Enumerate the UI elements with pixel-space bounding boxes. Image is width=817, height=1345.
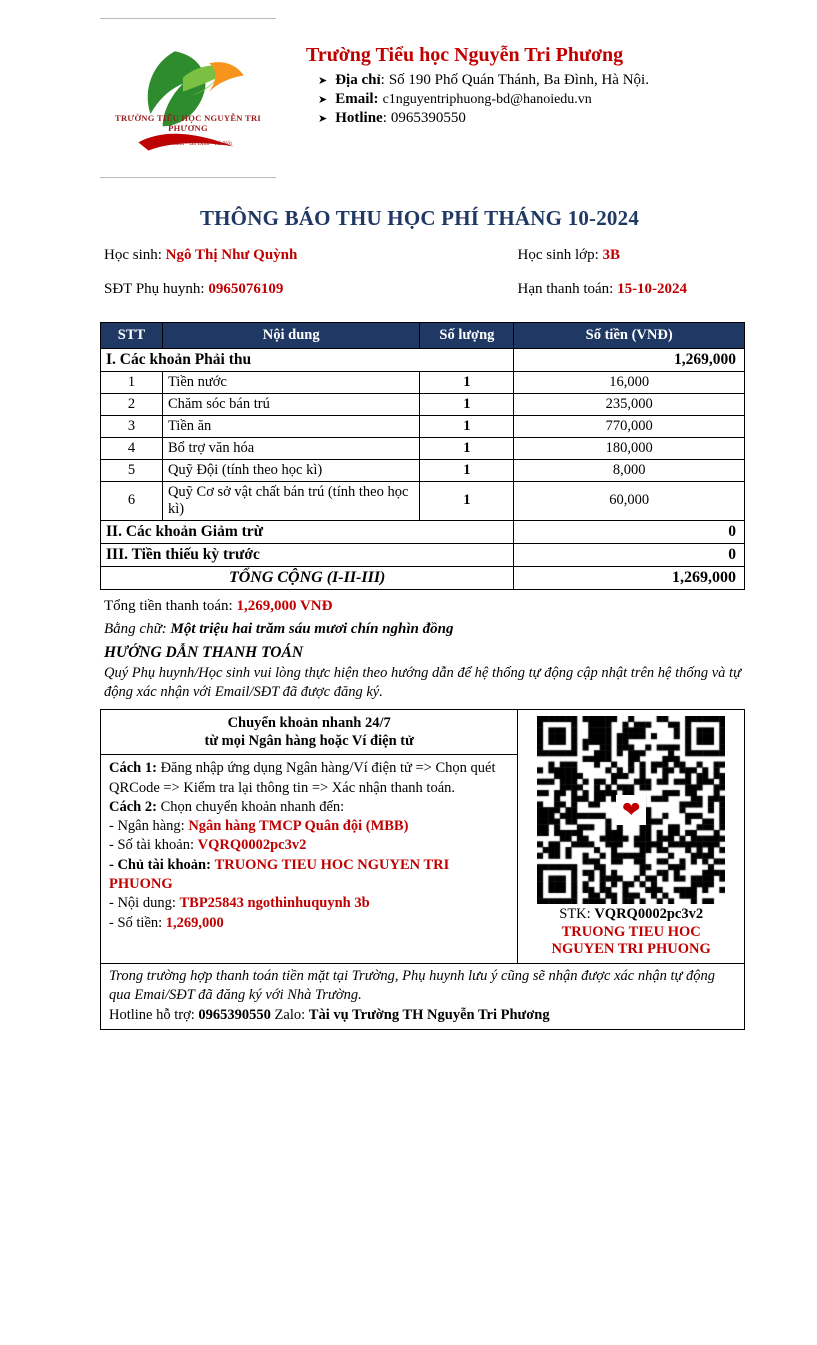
qr-caption: [522, 906, 740, 959]
row-qty: 1: [420, 459, 514, 481]
student-name-value: Ngô Thị Như Quỳnh: [165, 247, 298, 263]
row-qty: 1: [420, 371, 514, 393]
student-name-label: Học sinh:: [104, 247, 162, 263]
payment-bank-value: Ngân hàng TMCP Quân đội (MBB): [188, 818, 409, 835]
heart-icon: ❤: [616, 795, 646, 825]
row-name: Bổ trợ văn hóa: [162, 437, 420, 459]
parent-phone-value: 0965076109: [208, 281, 284, 298]
payment-content-value: TBP25843 ngothinhuquynh 3b: [179, 895, 370, 912]
section-receivable-label: I. Các khoản Phải thu: [101, 348, 514, 371]
row-amount: 180,000: [514, 437, 745, 459]
qr-stk-label: STK:: [559, 906, 591, 923]
payment-box: [100, 709, 745, 1030]
section-deduction-amount: 0: [514, 520, 745, 543]
contact-email-value[interactable]: c1nguyentriphuong-bd@hanoiedu.vn: [382, 92, 592, 107]
contact-address-label: Địa chỉ: [335, 72, 381, 88]
payment-way1-label: Cách 1:: [109, 760, 157, 777]
grand-total-label: TỔNG CỘNG (I-II-III): [101, 566, 514, 589]
payment-content: [109, 894, 511, 913]
th-quantity: Số lượng: [420, 322, 514, 348]
table-row-grand-total: [101, 566, 745, 589]
table-row: [101, 459, 745, 481]
due-date-value: 15-10-2024: [617, 281, 688, 298]
row-stt: 3: [101, 415, 163, 437]
payment-way1-text: Đăng nhập ứng dụng Ngân hàng/Ví điện tử => Chọn quét QRCode => Kiểm tra lại thông tin => Xác nhận thanh toán.: [109, 760, 496, 796]
due-date-label: Hạn thanh toán:: [517, 281, 614, 298]
contact-address: [318, 72, 649, 89]
total-payable-value: 1,269,000 VNĐ: [236, 597, 333, 614]
row-name: Quỹ Cơ sở vật chất bán trú (tính theo học kì): [162, 481, 420, 520]
row-amount: 60,000: [514, 481, 745, 520]
fees-table: [100, 322, 745, 590]
qr-stk-row: [522, 906, 740, 924]
th-stt: STT: [101, 322, 163, 348]
payment-header-line2: từ mọi Ngân hàng hoặc Ví điện tử: [204, 733, 414, 750]
table-row: [101, 371, 745, 393]
table-row-section-arrears: [101, 543, 745, 566]
qr-owner-line2: NGUYEN TRI PHUONG: [551, 941, 711, 958]
payment-bank: [109, 817, 511, 836]
row-qty: 1: [420, 481, 514, 520]
payment-owner-value: TRUONG TIEU HOC NGUYEN TRI PHUONG: [109, 856, 450, 892]
payment-guide-title: HƯỚNG DẪN THANH TOÁN: [104, 643, 304, 661]
table-row: [101, 437, 745, 459]
payment-steps: [101, 755, 517, 937]
row-amount: 8,000: [514, 459, 745, 481]
th-content: Nội dung: [162, 322, 420, 348]
payment-owner: [109, 856, 511, 895]
table-row-section-receivable: [101, 348, 745, 371]
logo-artwork: [112, 33, 264, 175]
payment-owner-label: - Chủ tài khoản:: [109, 856, 211, 873]
student-class-row: [518, 245, 740, 265]
contact-address-value: Số 190 Phố Quán Thánh, Ba Đình, Hà Nội.: [388, 72, 649, 88]
arrow-bullet-icon: ➤: [318, 94, 328, 106]
logo-school-text: TRƯỜNG TIỂU HỌC NGUYỄN TRI PHƯƠNG: [114, 113, 262, 133]
logo-address-text: 190 Quán Thánh - Ba Đình - Hà Nội: [144, 141, 232, 147]
student-class-label: Học sinh lớp:: [517, 247, 599, 263]
payment-guide-body: Quý Phụ huynh/Học sinh vui lòng thực hiện theo hướng dẫn để hệ thống tự động cập nhật trên hệ thống và tự động xác nhận với Email/SĐT đã được đăng ký.: [104, 664, 741, 701]
section-arrears-amount: 0: [514, 543, 745, 566]
page-title: THÔNG BÁO THU HỌC PHÍ THÁNG 10-2024: [199, 206, 640, 230]
grand-total-amount: 1,269,000: [514, 566, 745, 589]
payment-note-text: Trong trường hợp thanh toán tiền mặt tại Trường, Phụ huynh lưu ý cũng sẽ nhận được xác nhận tự động qua Emai/SĐT đã đăng ký với Nhà Trường.: [109, 968, 716, 1004]
payment-zalo-label: Zalo:: [274, 1006, 306, 1023]
payment-hotline-value: 0965390550: [198, 1006, 271, 1023]
row-stt: 6: [101, 481, 163, 520]
contact-hotline-value: 0965390550: [390, 110, 466, 126]
payment-bank-label: - Ngân hàng:: [109, 818, 185, 835]
row-qty: 1: [420, 437, 514, 459]
row-qty: 1: [420, 393, 514, 415]
student-class-value: 3B: [602, 247, 621, 263]
row-qty: 1: [420, 415, 514, 437]
amount-in-words-value: Một triệu hai trăm sáu mươi chín nghìn đồng: [170, 620, 454, 637]
row-name: Tiền ăn: [162, 415, 420, 437]
th-amount: Số tiền (VNĐ): [514, 322, 745, 348]
qr-stk-value: VQRQ0002pc3v2: [594, 906, 704, 923]
table-header-row: [101, 322, 745, 348]
due-date-row: [518, 279, 740, 299]
total-payable-row: [104, 598, 739, 615]
row-amount: 235,000: [514, 393, 745, 415]
parent-phone-label: SĐT Phụ huynh:: [104, 281, 205, 298]
school-logo: [100, 18, 276, 178]
document-header: [100, 18, 739, 178]
payment-account-value: VQRQ0002pc3v2: [197, 837, 307, 854]
school-name: Trường Tiểu học Nguyễn Tri Phương: [306, 44, 624, 66]
arrow-bullet-icon: ➤: [318, 75, 328, 87]
section-deduction-label: II. Các khoản Giảm trừ: [101, 520, 514, 543]
payment-content-label: - Nội dung:: [109, 895, 176, 912]
payment-note: [101, 963, 744, 1029]
payment-account: [109, 836, 511, 855]
table-row-section-deduction: [101, 520, 745, 543]
payment-way2-text: Chọn chuyển khoản nhanh đến:: [156, 798, 345, 815]
row-name: Quỹ Đội (tính theo học kì): [162, 459, 420, 481]
contact-address-sep: :: [380, 72, 385, 88]
payment-way2: [109, 798, 511, 817]
contact-hotline-label: Hotline: [335, 110, 383, 126]
parent-phone-row: [104, 279, 422, 299]
payment-header-line1: Chuyển khoản nhanh 24/7: [227, 715, 391, 732]
contact-email-label: Email:: [335, 91, 379, 107]
totals-summary: [104, 598, 739, 638]
payment-amount-label: - Số tiền:: [109, 914, 163, 931]
section-arrears-label: III. Tiền thiếu kỳ trước: [101, 543, 514, 566]
student-info: [104, 245, 739, 314]
row-name: Tiền nước: [162, 371, 420, 393]
arrow-bullet-icon: ➤: [318, 113, 328, 125]
table-row: [101, 415, 745, 437]
payment-account-label: - Số tài khoản:: [109, 837, 194, 854]
amount-in-words-row: [104, 621, 739, 638]
amount-in-words-label: Bằng chữ:: [104, 620, 167, 637]
row-amount: 770,000: [514, 415, 745, 437]
table-row: [101, 481, 745, 520]
row-name: Chăm sóc bán trú: [162, 393, 420, 415]
row-stt: 4: [101, 437, 163, 459]
payment-way2-label: Cách 2:: [109, 798, 157, 815]
contact-hotline-sep: :: [382, 110, 387, 126]
section-receivable-amount: 1,269,000: [514, 348, 745, 371]
row-stt: 2: [101, 393, 163, 415]
table-row: [101, 393, 745, 415]
payment-box-header: [101, 710, 517, 755]
payment-zalo-value: Tài vụ Trường TH Nguyễn Tri Phương: [308, 1006, 550, 1023]
payment-hotline-label: Hotline hỗ trợ:: [109, 1006, 195, 1023]
payment-way1: [109, 759, 511, 798]
payment-hotline-row: [109, 1006, 738, 1025]
row-stt: 5: [101, 459, 163, 481]
row-stt: 1: [101, 371, 163, 393]
qr-code[interactable]: [537, 716, 725, 904]
contact-email: [318, 91, 649, 108]
row-amount: 16,000: [514, 371, 745, 393]
total-payable-label: Tổng tiền thanh toán:: [104, 597, 233, 614]
school-info: [294, 18, 649, 129]
qr-owner-line1: TRUONG TIEU HOC: [561, 923, 701, 940]
payment-amount-value: 1,269,000: [165, 914, 224, 931]
student-name-row: [104, 245, 422, 265]
payment-amount: [109, 914, 511, 933]
contact-hotline: [318, 110, 649, 127]
